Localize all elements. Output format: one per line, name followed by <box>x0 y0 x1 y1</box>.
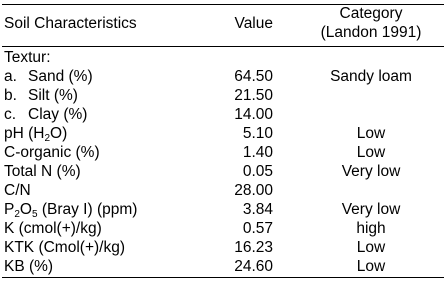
header-rule <box>2 46 444 47</box>
label-part: O <box>19 201 32 218</box>
row-category: Low <box>356 258 386 275</box>
row-label <box>4 67 93 87</box>
row-label: C-organic (%) <box>4 144 100 161</box>
header-value: Value <box>234 15 273 32</box>
bottom-rule <box>2 277 444 278</box>
table-row <box>2 181 444 201</box>
label-part: (Bray I) (ppm) <box>37 201 138 218</box>
row-value: 16.23 <box>234 239 273 256</box>
table-row <box>2 48 444 68</box>
label-subscript: 2 <box>14 209 20 220</box>
table-row <box>2 105 444 125</box>
table-row <box>2 257 444 277</box>
table-row <box>2 219 444 239</box>
table-row <box>2 162 444 182</box>
row-category: Very low <box>341 163 401 180</box>
row-label-text: Clay (%) <box>28 106 88 123</box>
row-category: high <box>356 220 386 237</box>
row-value: 3.84 <box>242 201 273 218</box>
row-label-text: Silt (%) <box>28 87 78 104</box>
table-row <box>2 143 444 163</box>
row-label: KTK (Cmol(+)/kg) <box>4 239 125 256</box>
row-category: Low <box>356 144 386 161</box>
header-category <box>298 4 444 42</box>
row-value: 5.10 <box>242 125 273 142</box>
row-category: Low <box>356 125 386 142</box>
header-soil-characteristics: Soil Characteristics <box>4 15 137 32</box>
row-index: b. <box>4 87 17 104</box>
row-index: c. <box>4 106 17 123</box>
row-value: 14.00 <box>234 106 273 123</box>
label-part: pH (H <box>4 125 45 142</box>
row-category: Low <box>356 239 386 256</box>
row-label: C/N <box>4 182 31 199</box>
label-subscript: 5 <box>31 209 38 220</box>
label-part: P <box>4 201 15 218</box>
row-category: Very low <box>341 201 401 218</box>
row-value: 21.50 <box>234 87 273 104</box>
row-label: KB (%) <box>4 258 54 275</box>
table-row <box>2 86 444 106</box>
label-part: O) <box>50 125 68 142</box>
row-value: 0.57 <box>242 220 273 237</box>
row-value: 28.00 <box>234 182 273 199</box>
row-label: Textur: <box>4 49 51 66</box>
row-label <box>4 200 137 220</box>
row-value: 0.05 <box>242 163 273 180</box>
table-row <box>2 200 444 220</box>
header-category-line2: (Landon 1991) <box>320 24 422 41</box>
row-label: Total N (%) <box>4 163 81 180</box>
table-row <box>2 124 444 144</box>
row-label <box>4 124 67 144</box>
row-label: K (cmol(+)/kg) <box>4 220 102 237</box>
row-category: Sandy loam <box>330 68 412 85</box>
row-label-text: Sand (%) <box>28 68 93 85</box>
table-header <box>2 4 444 44</box>
row-index: a. <box>4 68 17 85</box>
label-subscript: 2 <box>44 133 51 144</box>
table-row <box>2 238 444 258</box>
row-value: 24.60 <box>234 258 273 275</box>
row-value: 64.50 <box>234 68 273 85</box>
header-category-line1: Category <box>339 5 403 22</box>
table-row <box>2 67 444 87</box>
row-label <box>4 105 87 125</box>
row-value: 1.40 <box>242 144 273 161</box>
row-label <box>4 86 78 106</box>
